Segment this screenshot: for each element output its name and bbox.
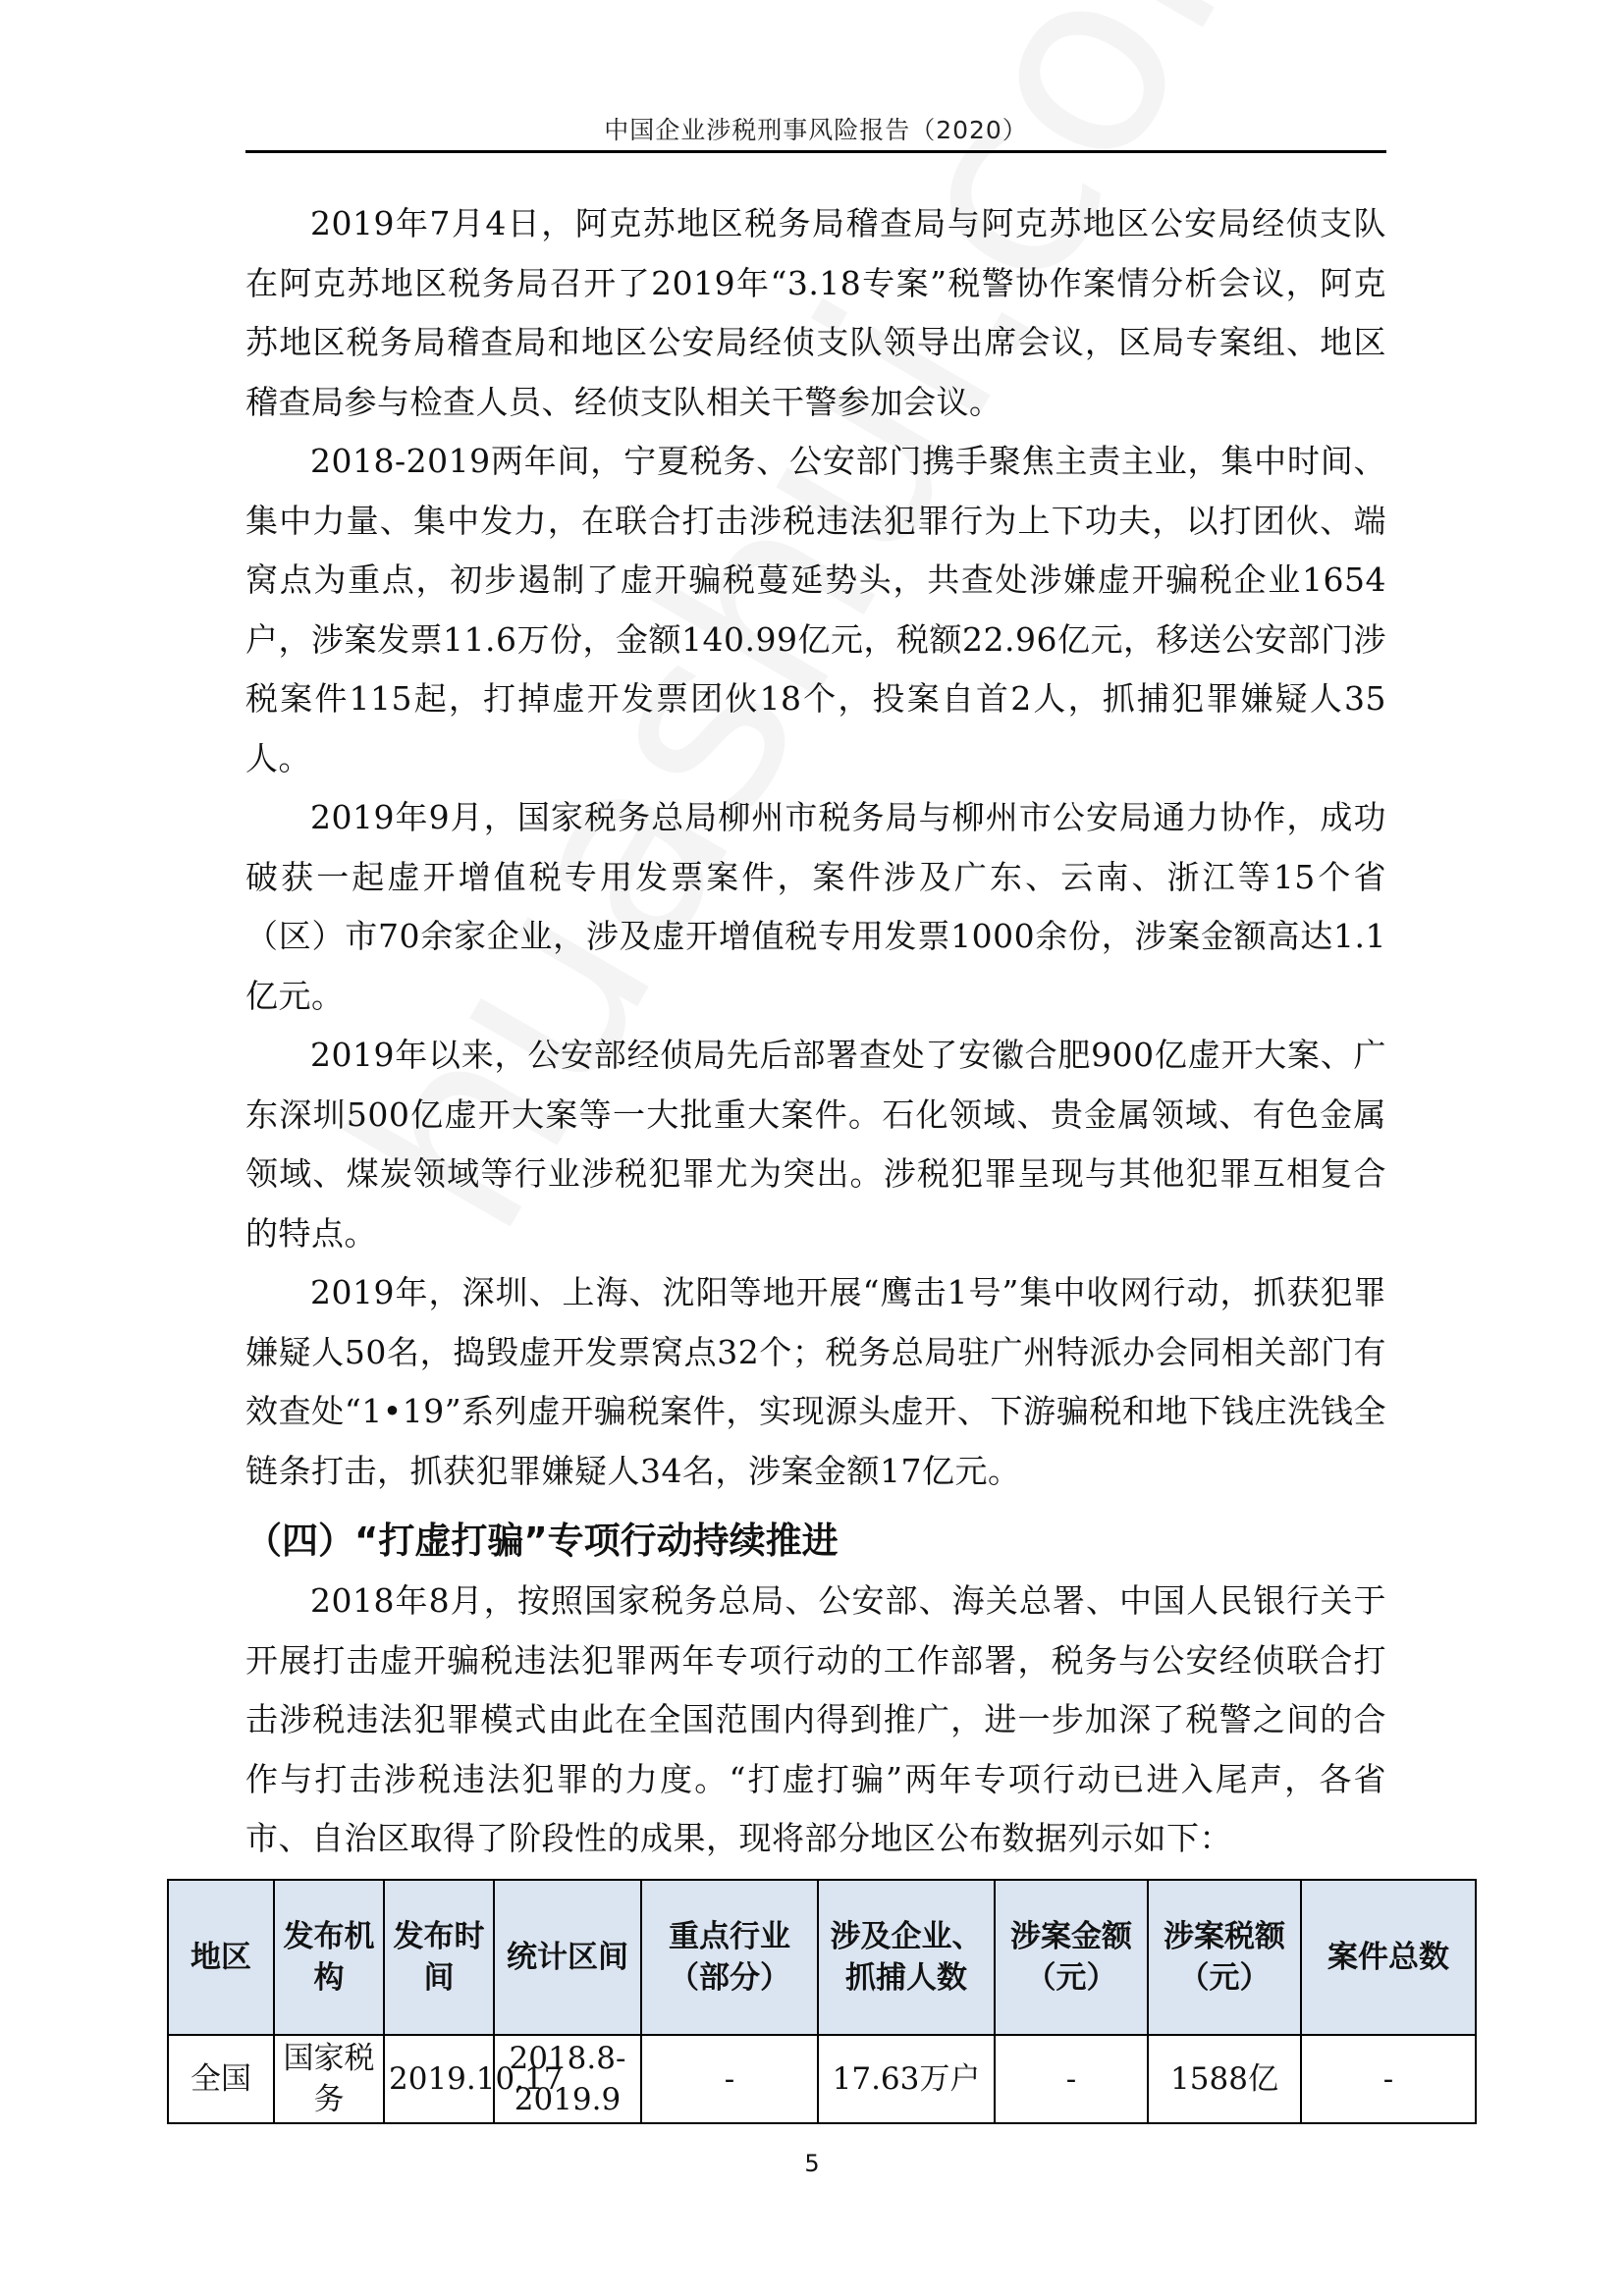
paragraph: 2018-2019两年间，宁夏税务、公安部门携手聚焦主责主业，集中时间、集中力量、集中发力，在联合打击涉税违法犯罪行为上下功夫，以打团伙、端窝点为重点，初步遏制了虚开骗税蔓延势头，共查处涉嫌虚开骗税企业1654户，涉案发票11.6万份，金额140.99亿元，税额22.96亿元，移送公安部门涉税案件115起，打掉虚开发票团伙18个，投案自首2人，抓捕犯罪嫌疑人35人。 — [245, 442, 1386, 777]
table-header-cell: 涉及企业、抓捕人数 — [818, 1880, 995, 2035]
paragraph: 2019年9月，国家税务总局柳州市税务局与柳州市公安局通力协作，成功破获一起虚开增值税专用发票案件，案件涉及广东、云南、浙江等15个省（区）市70余家企业，涉及虚开增值税专用发票1000余份，涉案金额高达1.1亿元。 — [245, 798, 1386, 1015]
paragraph: 2018年8月，按照国家税务总局、公安部、海关总署、中国人民银行关于开展打击虚开骗税违法犯罪两年专项行动的工作部署，税务与公安经侦联合打击涉税违法犯罪模式由此在全国范围内得到推广，进一步加深了税警之间的合作与打击涉税违法犯罪的力度。“打虚打骗”两年专项行动已进入尾声，各省市、自治区取得了阶段性的成果，现将部分地区公布数据列示如下： — [245, 1581, 1386, 1857]
running-header: 中国企业涉税刑事风险报告（2020） — [604, 116, 1028, 144]
table-cell: 1588亿 — [1148, 2035, 1301, 2123]
table-header-cell: 统计区间 — [494, 1880, 641, 2035]
paragraph: 2019年7月4日，阿克苏地区税务局稽查局与阿克苏地区公安局经侦支队在阿克苏地区税务局召开了2019年“3.18专案”税警协作案情分析会议，阿克苏地区税务局稽查局和地区公安局经侦支队领导出席会议，区局专案组、地区稽查局参与检查人员、经侦支队相关干警参加会议。 — [245, 204, 1386, 421]
table-header-cell: 重点行业（部分） — [641, 1880, 818, 2035]
table-cell: - — [641, 2035, 818, 2123]
table-cell: 全国 — [168, 2035, 274, 2123]
table-cell: 国家税务 — [274, 2035, 384, 2123]
table-header-cell: 发布时间 — [384, 1880, 494, 2035]
table-header-cell: 案件总数 — [1301, 1880, 1476, 2035]
table-cell: 2018.8-2019.9 — [494, 2035, 641, 2123]
page-number: 5 — [804, 2150, 820, 2177]
table-header-row — [168, 1880, 1476, 2035]
table-header-cell: 地区 — [168, 1880, 274, 2035]
table-header-cell: 发布机构 — [274, 1880, 384, 2035]
table-header-cell: 涉案金额（元） — [995, 1880, 1148, 2035]
document-body — [245, 194, 1386, 1869]
table-cell: 2019.10.17 — [384, 2035, 494, 2123]
table-row — [168, 2035, 1476, 2123]
data-table — [167, 1879, 1477, 2124]
header-rule — [245, 150, 1386, 153]
table-header-cell: 涉案税额（元） — [1148, 1880, 1301, 2035]
table-cell: - — [1301, 2035, 1476, 2123]
table-cell: 17.63万户 — [818, 2035, 995, 2123]
paragraph: 2019年以来，公安部经侦局先后部署查处了安徽合肥900亿虚开大案、广东深圳500亿虚开大案等一大批重大案件。石化领域、贵金属领域、有色金属领域、煤炭领域等行业涉税犯罪尤为突出。涉税犯罪呈现与其他犯罪互相复合的特点。 — [245, 1036, 1386, 1253]
paragraph: 2019年，深圳、上海、沈阳等地开展“鹰击1号”集中收网行动，抓获犯罪嫌疑人50名，捣毁虚开发票窝点32个；税务总局驻广州特派办会同相关部门有效查处“1•19”系列虚开骗税案件，实现源头虚开、下游骗税和地下钱庄洗钱全链条打击，抓获犯罪嫌疑人34名，涉案金额17亿元。 — [245, 1273, 1386, 1490]
table-cell: - — [995, 2035, 1148, 2123]
section-heading: （四）“打虚打骗”专项行动持续推进 — [245, 1520, 839, 1562]
